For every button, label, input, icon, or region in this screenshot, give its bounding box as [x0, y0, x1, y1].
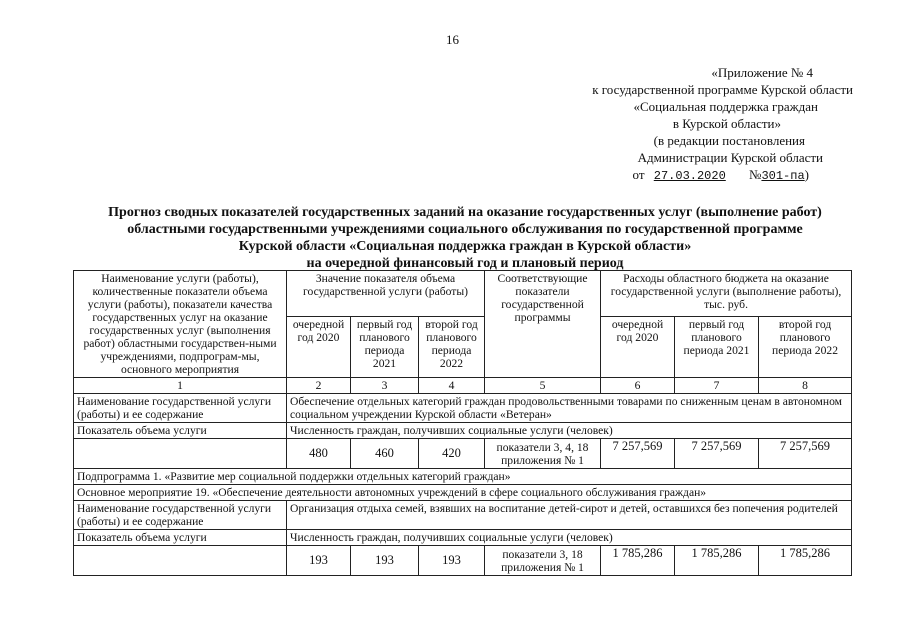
col-number: 6: [601, 378, 675, 394]
table-row: [74, 530, 852, 546]
empty-cell: [74, 546, 287, 576]
col-number: 7: [675, 378, 759, 394]
volume-2021-value: 460: [351, 439, 419, 469]
expenses-2021-header: первый год планового периода 2021: [675, 317, 759, 378]
volume-2022-value: 193: [419, 546, 485, 576]
appendix-line-1: «Приложение № 4: [711, 65, 813, 80]
title-line-1: Прогноз сводных показателей государственных заданий на оказание государственных услуг (выполнение работ): [108, 205, 822, 220]
volume-2022-value: 420: [419, 439, 485, 469]
expenses-group-header: Расходы областного бюджета на оказание государственной услуги (выполнение работы), тыс. руб.: [601, 271, 852, 317]
program-indicators-header: Соответствующие показатели государственной программы: [485, 271, 601, 378]
col1-header: Наименование услуги (работы), количественные показатели объема услуги (работы), показатели качества государственных услуг на оказание государственных услуг (выполнения работ) областными государствен-ными учреждениями, подпрограм-мы, основного мероприятия: [74, 271, 287, 378]
title-line-4: на очередной финансовый год и плановый период: [306, 256, 624, 271]
volume-2021-header: первый год планового периода 2021: [351, 317, 419, 378]
indicator-label: Показатель объема услуги: [74, 423, 287, 439]
column-numbers-row: [74, 378, 852, 394]
table-row: [74, 394, 852, 423]
appendix-header: [553, 64, 853, 185]
date-prefix: от: [632, 167, 645, 182]
table-row: [74, 469, 852, 485]
number-value: 301-па: [761, 169, 805, 183]
indicator-description: Численность граждан, получивших социальные услуги (человек): [287, 530, 852, 546]
expenses-2022-value: 7 257,569: [759, 439, 852, 469]
col-number: 4: [419, 378, 485, 394]
expenses-2021-value: 1 785,286: [675, 546, 759, 576]
col-number: 8: [759, 378, 852, 394]
volume-2022-header: второй год планового периода 2022: [419, 317, 485, 378]
indicator-label: Показатель объема услуги: [74, 530, 287, 546]
expenses-2020-value: 1 785,286: [601, 546, 675, 576]
expenses-2020-value: 7 257,569: [601, 439, 675, 469]
appendix-date-line: [553, 166, 853, 185]
col-number: 2: [287, 378, 351, 394]
title-line-3: Курской области «Социальная поддержка граждан в Курской области»: [238, 239, 692, 254]
main-event-row: Основное мероприятие 19. «Обеспечение деятельности автономных учреждений в сфере социального обслуживания граждан»: [74, 485, 852, 501]
col-number: 5: [485, 378, 601, 394]
document-title: [70, 204, 860, 272]
empty-cell: [74, 439, 287, 469]
appendix-line-4: в Курской области»: [672, 116, 781, 131]
appendix-line-2: к государственной программе Курской области: [592, 82, 853, 97]
indicator-description: Численность граждан, получивших социальные услуги (человек): [287, 423, 852, 439]
subprogram-row: Подпрограмма 1. «Развитие мер социальной поддержки отдельных категорий граждан»: [74, 469, 852, 485]
service-description: Организация отдыха семей, взявших на воспитание детей-сирот и детей, оставшихся без попечения родителей: [287, 501, 852, 530]
volume-2020-value: 193: [287, 546, 351, 576]
service-name-label: Наименование государственной услуги (работы) и ее содержание: [74, 394, 287, 423]
program-ref: показатели 3, 4, 18 приложения № 1: [485, 439, 601, 469]
col-number: 3: [351, 378, 419, 394]
date-value: 27.03.2020: [653, 169, 726, 183]
appendix-line-5: (в редакции постановления: [653, 133, 805, 148]
appendix-line-6: Администрации Курской области: [637, 150, 823, 165]
table-row: [74, 485, 852, 501]
volume-2021-value: 193: [351, 546, 419, 576]
number-prefix: №: [749, 167, 762, 182]
appendix-line-3: «Социальная поддержка граждан: [633, 99, 818, 114]
table-row: [74, 439, 852, 469]
expenses-2022-header: второй год планового периода 2022: [759, 317, 852, 378]
table-row: [74, 546, 852, 576]
volume-2020-header: очередной год 2020: [287, 317, 351, 378]
volume-group-header: Значение показателя объема государственной услуги (работы): [287, 271, 485, 317]
forecast-table: [73, 270, 852, 576]
table-row: [74, 423, 852, 439]
service-description: Обеспечение отдельных категорий граждан продовольственными товарами по сниженным ценам в автономном социальном учреждении Курской области «Ветеран»: [287, 394, 852, 423]
expenses-2021-value: 7 257,569: [675, 439, 759, 469]
col-number: 1: [74, 378, 287, 394]
service-name-label: Наименование государственной услуги (работы) и ее содержание: [74, 501, 287, 530]
page-number: 16: [446, 32, 459, 47]
date-line-close: ): [804, 167, 809, 182]
volume-2020-value: 480: [287, 439, 351, 469]
table-row: [74, 501, 852, 530]
program-ref: показатели 3, 18 приложения № 1: [485, 546, 601, 576]
title-line-2: областными государственными учреждениями социального обслуживания по государственной программе: [127, 222, 803, 237]
expenses-2022-value: 1 785,286: [759, 546, 852, 576]
expenses-2020-header: очередной год 2020: [601, 317, 675, 378]
